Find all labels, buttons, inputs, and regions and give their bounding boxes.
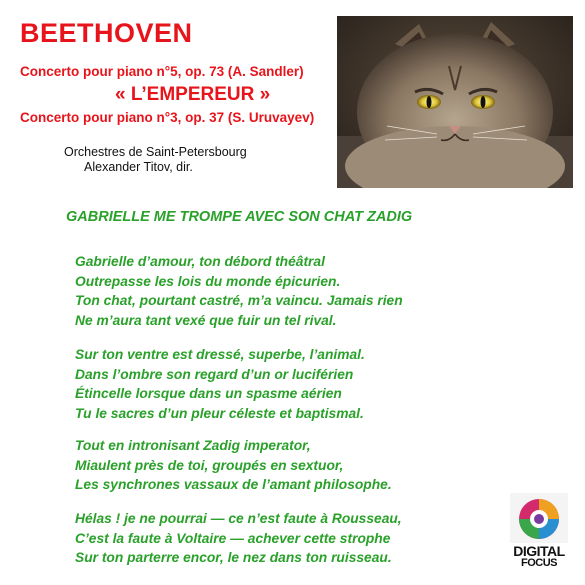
performers-block: [64, 145, 247, 175]
poem-title: GABRIELLE ME TROMPE AVEC SON CHAT ZADIG: [66, 209, 413, 225]
poem-line: Hélas ! je ne pourrai — ce n’est faute à Rousseau,: [75, 511, 402, 526]
digital-focus-logo: [510, 493, 568, 571]
poem-line: C’est la faute à Voltaire — achever cette strophe: [75, 530, 391, 546]
poem-line: Miaulent près de toi, groupés en sextuor,: [75, 457, 344, 473]
poem-line: Sur ton parterre encor, le nez dans ton ruisseau.: [75, 550, 392, 565]
poem-line: Dans l’ombre son regard d’un or luciférien: [75, 366, 354, 382]
emperor-title: « L’EMPEREUR »: [115, 84, 271, 105]
poem-line: Gabrielle d’amour, ton débord théâtral: [75, 254, 325, 269]
poem-line: Ne m’aura tant vexé que fuir un tel rival.: [75, 312, 337, 328]
logo-emblem-icon: [510, 493, 568, 543]
conductor-name: Alexander Titov, dir.: [84, 160, 193, 174]
poem-line: Ton chat, pourtant castré, m’a vaincu. Jamais rien: [75, 293, 403, 308]
logo-line-1: DIGITAL: [513, 543, 565, 559]
composer-title: BEETHOVEN: [20, 18, 193, 48]
logo-line-2: FOCUS: [521, 557, 557, 569]
poem-line: Outrepasse les lois du monde épicurien.: [75, 273, 341, 289]
poem-line: Tu le sacres d’un pleur céleste et baptismal.: [75, 405, 364, 421]
concerto-5-line: Concerto pour piano n°5, op. 73 (A. Sandler): [20, 64, 304, 79]
concerto-3-line: Concerto pour piano n°3, op. 37 (S. Uruvayev): [20, 110, 315, 125]
stanza-4: [75, 509, 402, 568]
stanza-1: [75, 252, 403, 330]
cat-photo: [337, 16, 573, 188]
stanza-3: [75, 436, 392, 495]
cat-illustration: [337, 16, 573, 188]
poem-line: Sur ton ventre est dressé, superbe, l’animal.: [75, 347, 365, 362]
stanza-2: [75, 345, 365, 423]
poem-line: Tout en intronisant Zadig imperator,: [75, 438, 311, 453]
poem-line: Les synchrones vassaux de l’amant philosophe.: [75, 477, 392, 492]
orchestra-name: Orchestres de Saint-Petersbourg: [64, 145, 247, 159]
poem-line: Étincelle lorsque dans un spasme aérien: [75, 386, 342, 401]
